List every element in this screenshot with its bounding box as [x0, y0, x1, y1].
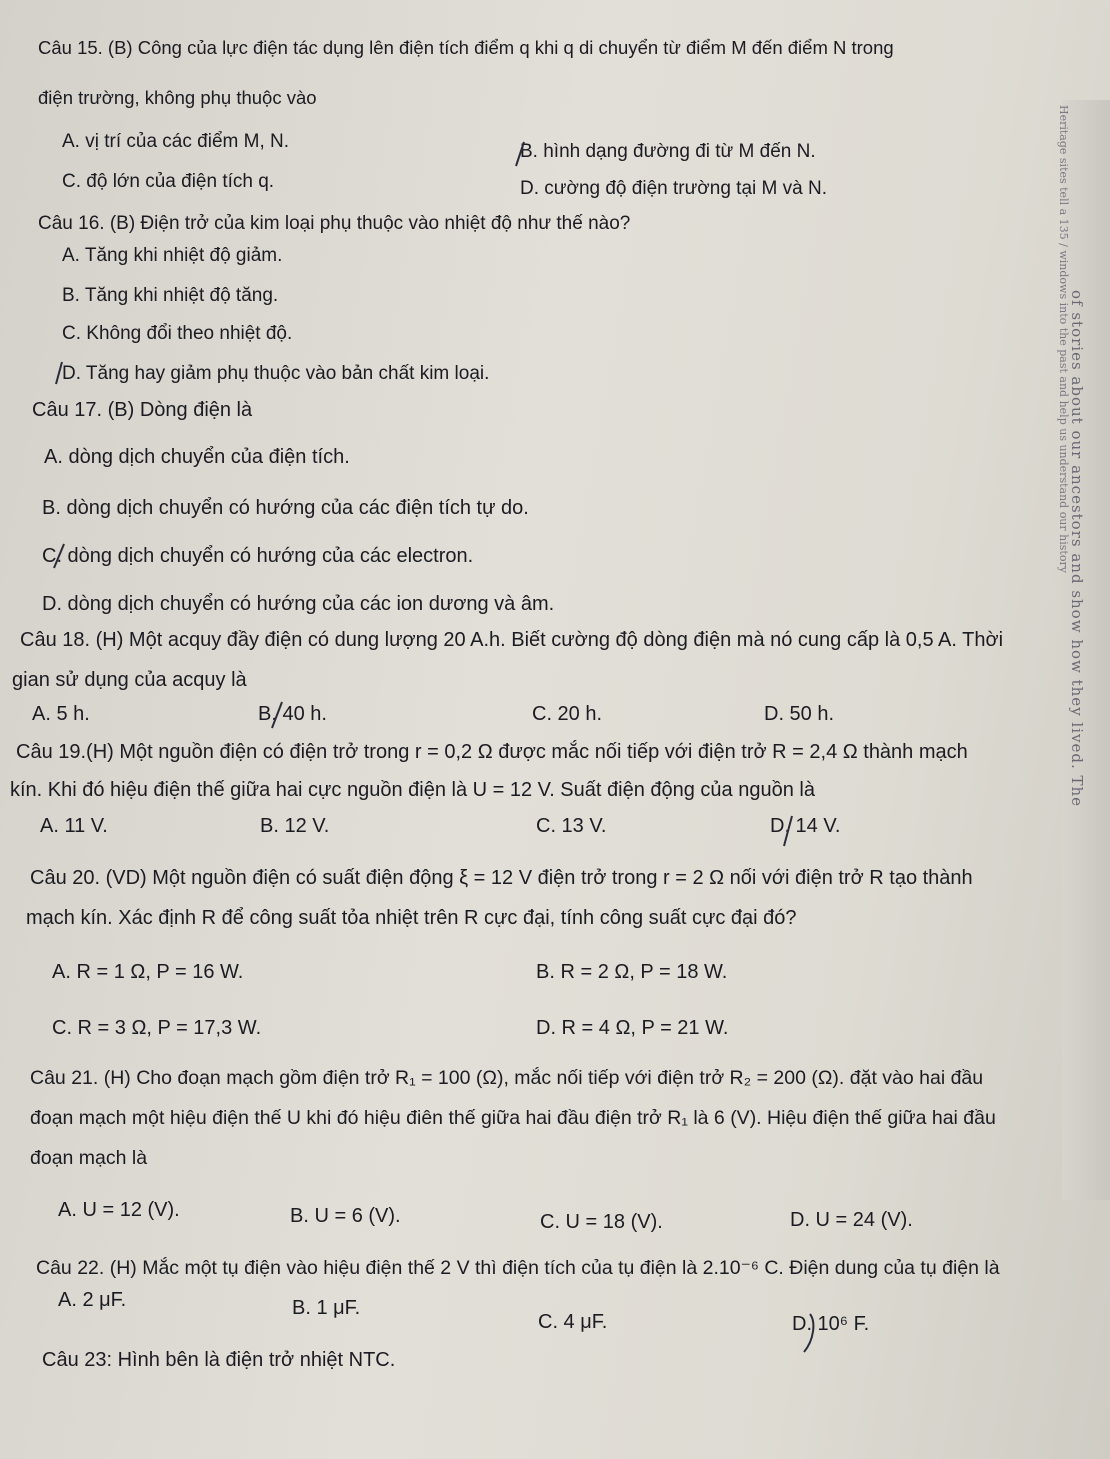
- q19-stem-line2: kín. Khi đó hiệu điện thế giữa hai cực nguồn điện là U = 12 V. Suất điện động của nguồn là: [10, 779, 815, 801]
- q17-option-a: A. dòng dịch chuyển của điện tích.: [44, 446, 350, 468]
- q16-option-c: C. Không đổi theo nhiệt độ.: [62, 323, 293, 344]
- q15-option-c: C. độ lớn của điện tích q.: [62, 171, 275, 192]
- pen-mark-q18: [266, 700, 286, 730]
- q18-option-c: C. 20 h.: [532, 703, 603, 725]
- q16-stem: Câu 16. (B) Điện trở của kim loại phụ thuộc vào nhiệt độ như thế nào?: [38, 213, 631, 234]
- q21-option-a: A. U = 12 (V).: [58, 1199, 180, 1221]
- q17-option-b: B. dòng dịch chuyển có hướng của các điện tích tự do.: [42, 497, 529, 519]
- q17-stem: Câu 17. (B) Dòng điện là: [32, 399, 253, 421]
- q21-option-b: B. U = 6 (V).: [290, 1205, 401, 1227]
- q20-option-d: D. R = 4 Ω, P = 21 W.: [536, 1017, 729, 1039]
- q21-option-c: C. U = 18 (V).: [540, 1211, 663, 1233]
- q18-stem-line2: gian sử dụng của acquy là: [12, 669, 247, 691]
- q16-option-a: A. Tăng khi nhiệt độ giảm.: [62, 245, 283, 266]
- q20-option-c: C. R = 3 Ω, P = 17,3 W.: [52, 1017, 262, 1039]
- q18-stem-line1: Câu 18. (H) Một acquy đầy điện có dung lượng 20 A.h. Biết cường độ dòng điện mà nó cung cấp là 0,5 A. Thời: [20, 629, 1004, 651]
- underlying-book-text: of stories about our ancestors and show how they lived. The: [1068, 290, 1086, 808]
- q22-option-c: C. 4 μF.: [538, 1311, 608, 1333]
- pen-mark-q19: [780, 812, 798, 848]
- q17-option-c: C. dòng dịch chuyển có hướng của các electron.: [42, 545, 474, 567]
- q21-stem-line3: đoạn mạch là: [30, 1147, 148, 1169]
- q15-option-a: A. vị trí của các điểm M, N.: [62, 131, 289, 152]
- pen-mark-q17: [50, 540, 66, 570]
- q19-option-d: D. 14 V.: [770, 815, 841, 837]
- q21-option-d: D. U = 24 (V).: [790, 1209, 913, 1231]
- q22-option-d: D. 10⁶ F.: [792, 1313, 870, 1335]
- q20-stem-line2: mạch kín. Xác định R để công suất tỏa nhiệt trên R cực đại, tính công suất cực đại đó?: [26, 907, 797, 929]
- q22-option-a: A. 2 μF.: [58, 1289, 127, 1311]
- q19-stem-line1: Câu 19.(H) Một nguồn điện có điện trở trong r = 0,2 Ω được mắc nối tiếp với điện trở R = 2,4 Ω thành mạch: [16, 741, 968, 763]
- q16-option-d: D. Tăng hay giảm phụ thuộc vào bản chất kim loại.: [62, 363, 490, 384]
- q15-option-d: D. cường độ điện trường tại M và N.: [520, 178, 827, 199]
- q18-option-a: A. 5 h.: [32, 703, 90, 725]
- pen-mark-q15: [512, 140, 528, 168]
- q16-option-b: B. Tăng khi nhiệt độ tăng.: [62, 285, 279, 306]
- q19-option-b: B. 12 V.: [260, 815, 330, 837]
- q20-option-a: A. R = 1 Ω, P = 16 W.: [52, 961, 244, 983]
- q21-stem-line2: đoạn mạch một hiệu điện thế U khi đó hiệu điên thế giữa hai đầu điện trở R₁ là 6 (V). Hiệu điện thế giữa hai đầu: [30, 1107, 996, 1129]
- q18-option-b: B. 40 h.: [258, 703, 327, 725]
- q23-stem: Câu 23: Hình bên là điện trở nhiệt NTC.: [42, 1349, 396, 1371]
- q15-stem-line2: điện trường, không phụ thuộc vào: [38, 87, 317, 108]
- q22-stem: Câu 22. (H) Mắc một tụ điện vào hiệu điện thế 2 V thì điện tích của tụ điện là 2.10⁻⁶ C. Điện dung của tụ điện là: [36, 1257, 1000, 1279]
- q22-option-b: B. 1 μF.: [292, 1297, 361, 1319]
- q20-option-b: B. R = 2 Ω, P = 18 W.: [536, 961, 728, 983]
- pen-mark-q22: [800, 1310, 818, 1354]
- q15-stem-line1: Câu 15. (B) Công của lực điện tác dụng lên điện tích điểm q khi q di chuyển từ điểm M đến điểm N trong: [38, 37, 894, 58]
- q21-stem-line1: Câu 21. (H) Cho đoạn mạch gồm điện trở R₁ = 100 (Ω), mắc nối tiếp với điện trở R₂ = 200 (Ω). đặt vào hai đầu: [30, 1067, 984, 1089]
- q15-option-b: B. hình dạng đường đi từ M đến N.: [520, 141, 816, 162]
- q17-option-d: D. dòng dịch chuyển có hướng của các ion dương và âm.: [42, 593, 555, 615]
- q19-option-c: C. 13 V.: [536, 815, 607, 837]
- underlying-book-text-small: Heritage sites tell a 135 / windows into the past and help us understand our history: [1057, 105, 1070, 573]
- q19-option-a: A. 11 V.: [40, 815, 108, 837]
- pen-mark-q16: [50, 358, 66, 386]
- q20-stem-line1: Câu 20. (VD) Một nguồn điện có suất điện động ξ = 12 V điện trở trong r = 2 Ω nối với điện trở R tạo thành: [30, 867, 973, 889]
- q18-option-d: D. 50 h.: [764, 703, 835, 725]
